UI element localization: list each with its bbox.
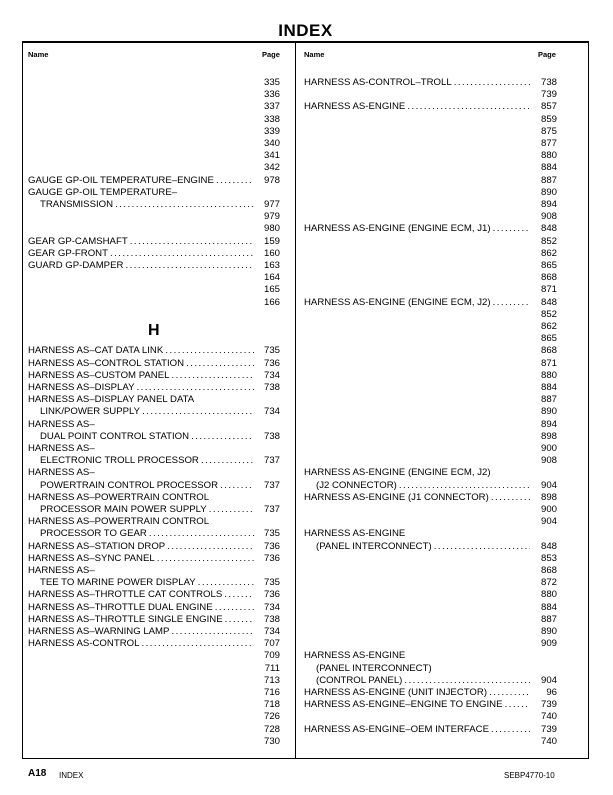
- entry-page: 728: [263, 723, 280, 735]
- entry-page: 726: [263, 711, 280, 723]
- entry-name: HARNESS AS-CONTROL–TROLL . . .: [304, 77, 530, 89]
- index-entry: [304, 345, 557, 357]
- index-entry: [28, 638, 282, 650]
- index-entry: [304, 309, 557, 321]
- entry-page: 898: [540, 430, 557, 442]
- entry-page: 877: [540, 138, 557, 149]
- index-entry: [304, 528, 557, 540]
- index-entry: [28, 114, 282, 126]
- index-entry: [28, 284, 282, 296]
- right-index-column: [304, 77, 557, 757]
- entry-name: HARNESS AS-ENGINE (J1 CONNECTOR) . . .: [304, 492, 530, 504]
- index-entry: [304, 77, 557, 89]
- index-entry: [28, 699, 282, 711]
- entry-name: HARNESS AS–WARNING LAMP . . .: [28, 626, 254, 638]
- index-entry: [28, 162, 282, 174]
- index-entry: [304, 699, 557, 711]
- index-entry: [28, 309, 282, 321]
- right-name-header: Name: [304, 50, 325, 59]
- entry-name: HARNESS AS–POWERTRAIN CONTROL: [28, 516, 210, 528]
- index-entry: [28, 650, 282, 662]
- entry-page: 165: [263, 284, 280, 296]
- index-entry: [28, 711, 282, 723]
- entry-page: 740: [540, 735, 557, 747]
- index-entry: [304, 394, 557, 406]
- index-entry: [304, 162, 557, 174]
- entry-page: 904: [540, 516, 557, 528]
- index-entry: [304, 626, 557, 638]
- index-entry: [28, 626, 282, 638]
- entry-name: HARNESS AS-ENGINE . . .: [304, 101, 530, 113]
- index-entry: [304, 223, 557, 235]
- entry-name: HARNESS AS-ENGINE–ENGINE TO ENGINE . . .: [304, 699, 530, 711]
- index-entry: [304, 406, 557, 418]
- entry-page: 338: [263, 113, 280, 125]
- entry-page: 900: [540, 443, 557, 454]
- entry-page: 908: [540, 211, 557, 223]
- index-entry: [304, 492, 557, 504]
- entry-name: GEAR GP-FRONT . . .: [28, 248, 254, 260]
- entry-page: 736: [263, 357, 280, 369]
- entry-page: 337: [263, 101, 280, 113]
- index-entry: [304, 431, 557, 443]
- index-entry: [304, 382, 557, 394]
- entry-name: HARNESS AS–DISPLAY PANEL DATA: [28, 394, 195, 406]
- entry-page: 890: [540, 186, 557, 198]
- entry-name: (PANEL INTERCONNECT) . . .: [316, 541, 530, 553]
- index-entry: [304, 199, 557, 211]
- entry-name: (J2 CONNECTOR) . . .: [316, 480, 530, 492]
- entry-page: 738: [263, 430, 280, 442]
- entry-name: HARNESS AS–: [28, 443, 95, 454]
- index-entry: [28, 467, 282, 479]
- entry-page: 848: [540, 223, 557, 235]
- index-entry: [304, 284, 557, 296]
- index-entry: [28, 394, 282, 406]
- entry-page: 738: [540, 77, 557, 88]
- entry-page: 707: [263, 638, 280, 650]
- entry-page: 909: [540, 638, 557, 650]
- entry-page: 735: [263, 577, 280, 589]
- entry-page: 709: [263, 650, 280, 662]
- entry-page: 871: [540, 357, 557, 369]
- index-entry: [304, 175, 557, 187]
- entry-name: GAUGE GP-OIL TEMPERATURE–: [28, 186, 178, 198]
- entry-page: 739: [540, 723, 557, 735]
- entry-name: TRANSMISSION . . .: [40, 199, 254, 211]
- index-entry: [28, 480, 282, 492]
- index-entry: [28, 736, 282, 748]
- index-entry: [28, 492, 282, 504]
- footer-doc-number: SEBP4770-10: [504, 771, 555, 780]
- entry-name: HARNESS AS–: [28, 467, 95, 479]
- index-entry: [304, 370, 557, 382]
- bottom-rule: [22, 758, 589, 759]
- index-entry: [304, 638, 557, 650]
- entry-page: 738: [263, 382, 280, 393]
- entry-page: 868: [540, 345, 557, 357]
- index-entry: [304, 504, 557, 516]
- index-entry: [28, 101, 282, 113]
- index-entry: [28, 297, 282, 309]
- entry-page: 160: [263, 247, 280, 259]
- index-entry: [304, 126, 557, 138]
- entry-name: HARNESS AS–: [28, 418, 95, 430]
- entry-page: 737: [263, 479, 280, 491]
- index-entry: [304, 211, 557, 223]
- entry-page: 887: [540, 174, 557, 186]
- entry-page: 890: [540, 626, 557, 637]
- index-entry: [304, 419, 557, 431]
- index-entry: [28, 223, 282, 235]
- index-entry: [304, 187, 557, 199]
- entry-page: 980: [263, 223, 280, 235]
- index-entry: [28, 663, 282, 675]
- entry-page: 884: [540, 601, 557, 613]
- entry-name: HARNESS AS-ENGINE (ENGINE ECM, J2) . . .: [304, 297, 530, 309]
- entry-page: 734: [263, 406, 280, 418]
- entry-page: 730: [263, 735, 280, 747]
- entry-page: 880: [540, 369, 557, 381]
- entry-page: 868: [540, 272, 557, 284]
- title-rule: [22, 41, 589, 43]
- index-entry: [304, 455, 557, 467]
- entry-page: 711: [264, 662, 280, 674]
- index-entry: [28, 443, 282, 455]
- index-entry: [304, 516, 557, 528]
- entry-name: HARNESS AS–POWERTRAIN CONTROL: [28, 491, 210, 503]
- index-entry: [28, 138, 282, 150]
- entry-name: GAUGE GP-OIL TEMPERATURE–ENGINE . . .: [28, 175, 254, 187]
- entry-name: HARNESS AS–THROTTLE DUAL ENGINE . . .: [28, 602, 254, 614]
- entry-page: 862: [540, 321, 557, 332]
- column-divider-right: [588, 41, 589, 758]
- entry-page: 900: [540, 504, 557, 515]
- index-entry: [28, 175, 282, 187]
- index-entry: [28, 333, 282, 345]
- entry-page: 887: [540, 613, 557, 625]
- entry-page: 859: [540, 113, 557, 125]
- index-entry: [304, 480, 557, 492]
- entry-page: 894: [540, 418, 557, 430]
- index-entry: [28, 236, 282, 248]
- index-entry: [304, 260, 557, 272]
- index-entry: [28, 431, 282, 443]
- left-page-header: Page: [262, 50, 280, 59]
- index-entry: [28, 89, 282, 101]
- entry-name: HARNESS AS–STATION DROP . . .: [28, 541, 254, 553]
- index-entry: [304, 675, 557, 687]
- entry-page: 875: [540, 125, 557, 137]
- entry-name: ELECTRONIC TROLL PROCESSOR . . .: [40, 455, 254, 467]
- index-entry: [28, 516, 282, 528]
- entry-page: 739: [540, 699, 557, 711]
- entry-name: HARNESS AS-CONTROL . . .: [28, 638, 254, 650]
- index-entry: [28, 419, 282, 431]
- index-entry: [28, 528, 282, 540]
- index-entry: [28, 504, 282, 516]
- entry-page: 904: [540, 479, 557, 491]
- index-entry: [28, 321, 282, 333]
- entry-name: HARNESS AS–CONTROL STATION . . .: [28, 358, 254, 370]
- entry-page: 163: [263, 260, 280, 271]
- entry-name: PROCESSOR MAIN POWER SUPPLY . . .: [40, 504, 254, 516]
- entry-name: HARNESS AS-ENGINE (UNIT INJECTOR) . . .: [304, 687, 530, 699]
- index-entry: [304, 650, 557, 662]
- index-entry: [28, 358, 282, 370]
- entry-name: HARNESS AS-ENGINE–OEM INTERFACE . . .: [304, 724, 530, 736]
- entry-page: 737: [263, 504, 280, 515]
- entry-name: (CONTROL PANEL) . . .: [316, 675, 530, 687]
- entry-page: 737: [263, 455, 280, 467]
- entry-page: 865: [540, 260, 557, 271]
- letter-heading-h: H: [148, 322, 160, 339]
- entry-name: HARNESS AS–DISPLAY . . .: [28, 382, 254, 394]
- entry-page: 734: [263, 626, 280, 637]
- index-entry: [28, 589, 282, 601]
- index-entry: [28, 406, 282, 418]
- entry-page: 862: [540, 247, 557, 259]
- entry-page: 868: [540, 565, 557, 576]
- index-entry: [28, 126, 282, 138]
- entry-page: 871: [540, 284, 557, 296]
- index-entry: [304, 138, 557, 150]
- index-entry: [28, 602, 282, 614]
- index-entry: [304, 589, 557, 601]
- index-entry: [28, 382, 282, 394]
- entry-page: 890: [540, 406, 557, 418]
- entry-name: HARNESS AS–CAT DATA LINK . . .: [28, 345, 254, 357]
- entry-name: HARNESS AS–THROTTLE CAT CONTROLS . . .: [28, 589, 254, 601]
- index-entry: [28, 187, 282, 199]
- index-entry: [28, 150, 282, 162]
- entry-name: GUARD GP-DAMPER . . .: [28, 260, 254, 272]
- index-entry: [304, 150, 557, 162]
- index-entry: [28, 77, 282, 89]
- index-entry: [28, 724, 282, 736]
- entry-page: 734: [263, 601, 280, 613]
- index-entry: [304, 248, 557, 260]
- entry-page: 96: [546, 687, 557, 698]
- entry-page: 735: [263, 528, 280, 540]
- column-divider-middle: [295, 41, 296, 758]
- index-entry: [304, 663, 557, 675]
- right-page-header: Page: [538, 50, 556, 59]
- entry-name: TEE TO MARINE POWER DISPLAY . . .: [40, 577, 254, 589]
- entry-page: 857: [540, 101, 557, 113]
- index-entry: [304, 443, 557, 455]
- entry-page: 853: [540, 552, 557, 564]
- index-entry: [304, 114, 557, 126]
- index-entry: [28, 211, 282, 223]
- entry-page: 978: [263, 174, 280, 186]
- entry-page: 736: [263, 589, 280, 601]
- entry-page: 159: [263, 235, 280, 247]
- entry-name: HARNESS AS-ENGINE (ENGINE ECM, J2): [304, 467, 491, 479]
- entry-page: 898: [540, 491, 557, 503]
- entry-page: 716: [263, 687, 280, 698]
- entry-name: LINK/POWER SUPPLY . . .: [40, 406, 254, 418]
- entry-page: 342: [263, 162, 280, 174]
- entry-name: GEAR GP-CAMSHAFT . . .: [28, 236, 254, 248]
- index-entry: [304, 272, 557, 284]
- entry-name: HARNESS AS–THROTTLE SINGLE ENGINE . . .: [28, 614, 254, 626]
- footer-page-label: A18: [28, 768, 47, 779]
- index-entry: [304, 602, 557, 614]
- entry-name: HARNESS AS-ENGINE: [304, 650, 406, 662]
- entry-page: 865: [540, 333, 557, 345]
- index-entry: [304, 333, 557, 345]
- index-entry: [28, 260, 282, 272]
- column-divider-left: [22, 41, 23, 758]
- entry-name: POWERTRAIN CONTROL PROCESSOR . . .: [40, 480, 254, 492]
- entry-page: 884: [540, 382, 557, 393]
- left-index-column: [28, 77, 282, 757]
- entry-page: 166: [263, 296, 280, 308]
- entry-page: 848: [540, 296, 557, 308]
- entry-page: 872: [540, 577, 557, 589]
- index-entry: [304, 724, 557, 736]
- index-entry: [28, 577, 282, 589]
- entry-page: 908: [540, 455, 557, 467]
- entry-page: 977: [263, 199, 280, 210]
- entry-name: HARNESS AS–: [28, 565, 95, 576]
- entry-page: 880: [540, 589, 557, 601]
- index-entry: [304, 565, 557, 577]
- index-entry: [28, 687, 282, 699]
- index-entry: [28, 614, 282, 626]
- entry-page: 738: [263, 613, 280, 625]
- index-entry: [28, 565, 282, 577]
- entry-page: 887: [540, 394, 557, 406]
- entry-name: HARNESS AS–CUSTOM PANEL . . .: [28, 370, 254, 382]
- index-entry: [28, 675, 282, 687]
- entry-page: 713: [263, 674, 280, 686]
- entry-page: 880: [540, 150, 557, 162]
- footer-section: INDEX: [59, 771, 84, 780]
- index-entry: [304, 358, 557, 370]
- index-entry: [304, 297, 557, 309]
- index-entry: [304, 101, 557, 113]
- index-entry: [28, 272, 282, 284]
- entry-page: 852: [540, 308, 557, 320]
- index-entry: [304, 89, 557, 101]
- entry-page: 340: [263, 138, 280, 149]
- entry-name: PROCESSOR TO GEAR . . .: [40, 528, 254, 540]
- page-title: INDEX: [278, 21, 333, 40]
- entry-page: 884: [540, 162, 557, 174]
- entry-page: 736: [263, 552, 280, 564]
- index-entry: [304, 467, 557, 479]
- index-entry: [304, 711, 557, 723]
- entry-page: 852: [540, 235, 557, 247]
- entry-page: 739: [540, 89, 557, 101]
- index-entry: [304, 614, 557, 626]
- index-entry: [304, 541, 557, 553]
- index-entry: [304, 321, 557, 333]
- entry-page: 735: [263, 345, 280, 357]
- index-entry: [304, 687, 557, 699]
- entry-page: 848: [540, 540, 557, 552]
- entry-page: 894: [540, 199, 557, 210]
- index-entry: [28, 455, 282, 467]
- entry-name: (PANEL INTERCONNECT): [316, 662, 432, 674]
- index-entry: [28, 553, 282, 565]
- index-entry: [304, 236, 557, 248]
- entry-page: 736: [263, 540, 280, 552]
- index-entry: [28, 345, 282, 357]
- index-entry: [28, 199, 282, 211]
- entry-page: 904: [540, 674, 557, 686]
- entry-page: 164: [263, 272, 280, 284]
- index-entry: [28, 248, 282, 260]
- entry-page: 740: [540, 711, 557, 723]
- index-entry: [304, 736, 557, 748]
- entry-page: 335: [263, 77, 280, 88]
- entry-page: 718: [263, 699, 280, 711]
- entry-name: HARNESS AS–SYNC PANEL . . .: [28, 553, 254, 565]
- entry-page: 336: [263, 89, 280, 101]
- index-entry: [304, 553, 557, 565]
- entry-name: HARNESS AS-ENGINE (ENGINE ECM, J1) . . .: [304, 223, 530, 235]
- index-entry: [28, 370, 282, 382]
- index-entry: [28, 541, 282, 553]
- entry-page: 734: [263, 369, 280, 381]
- index-entry: [304, 577, 557, 589]
- entry-page: 339: [263, 125, 280, 137]
- entry-name: HARNESS AS-ENGINE: [304, 528, 406, 540]
- entry-page: 979: [263, 211, 280, 223]
- entry-page: 341: [263, 150, 280, 162]
- left-name-header: Name: [28, 50, 49, 59]
- entry-name: DUAL POINT CONTROL STATION . . .: [40, 431, 254, 443]
